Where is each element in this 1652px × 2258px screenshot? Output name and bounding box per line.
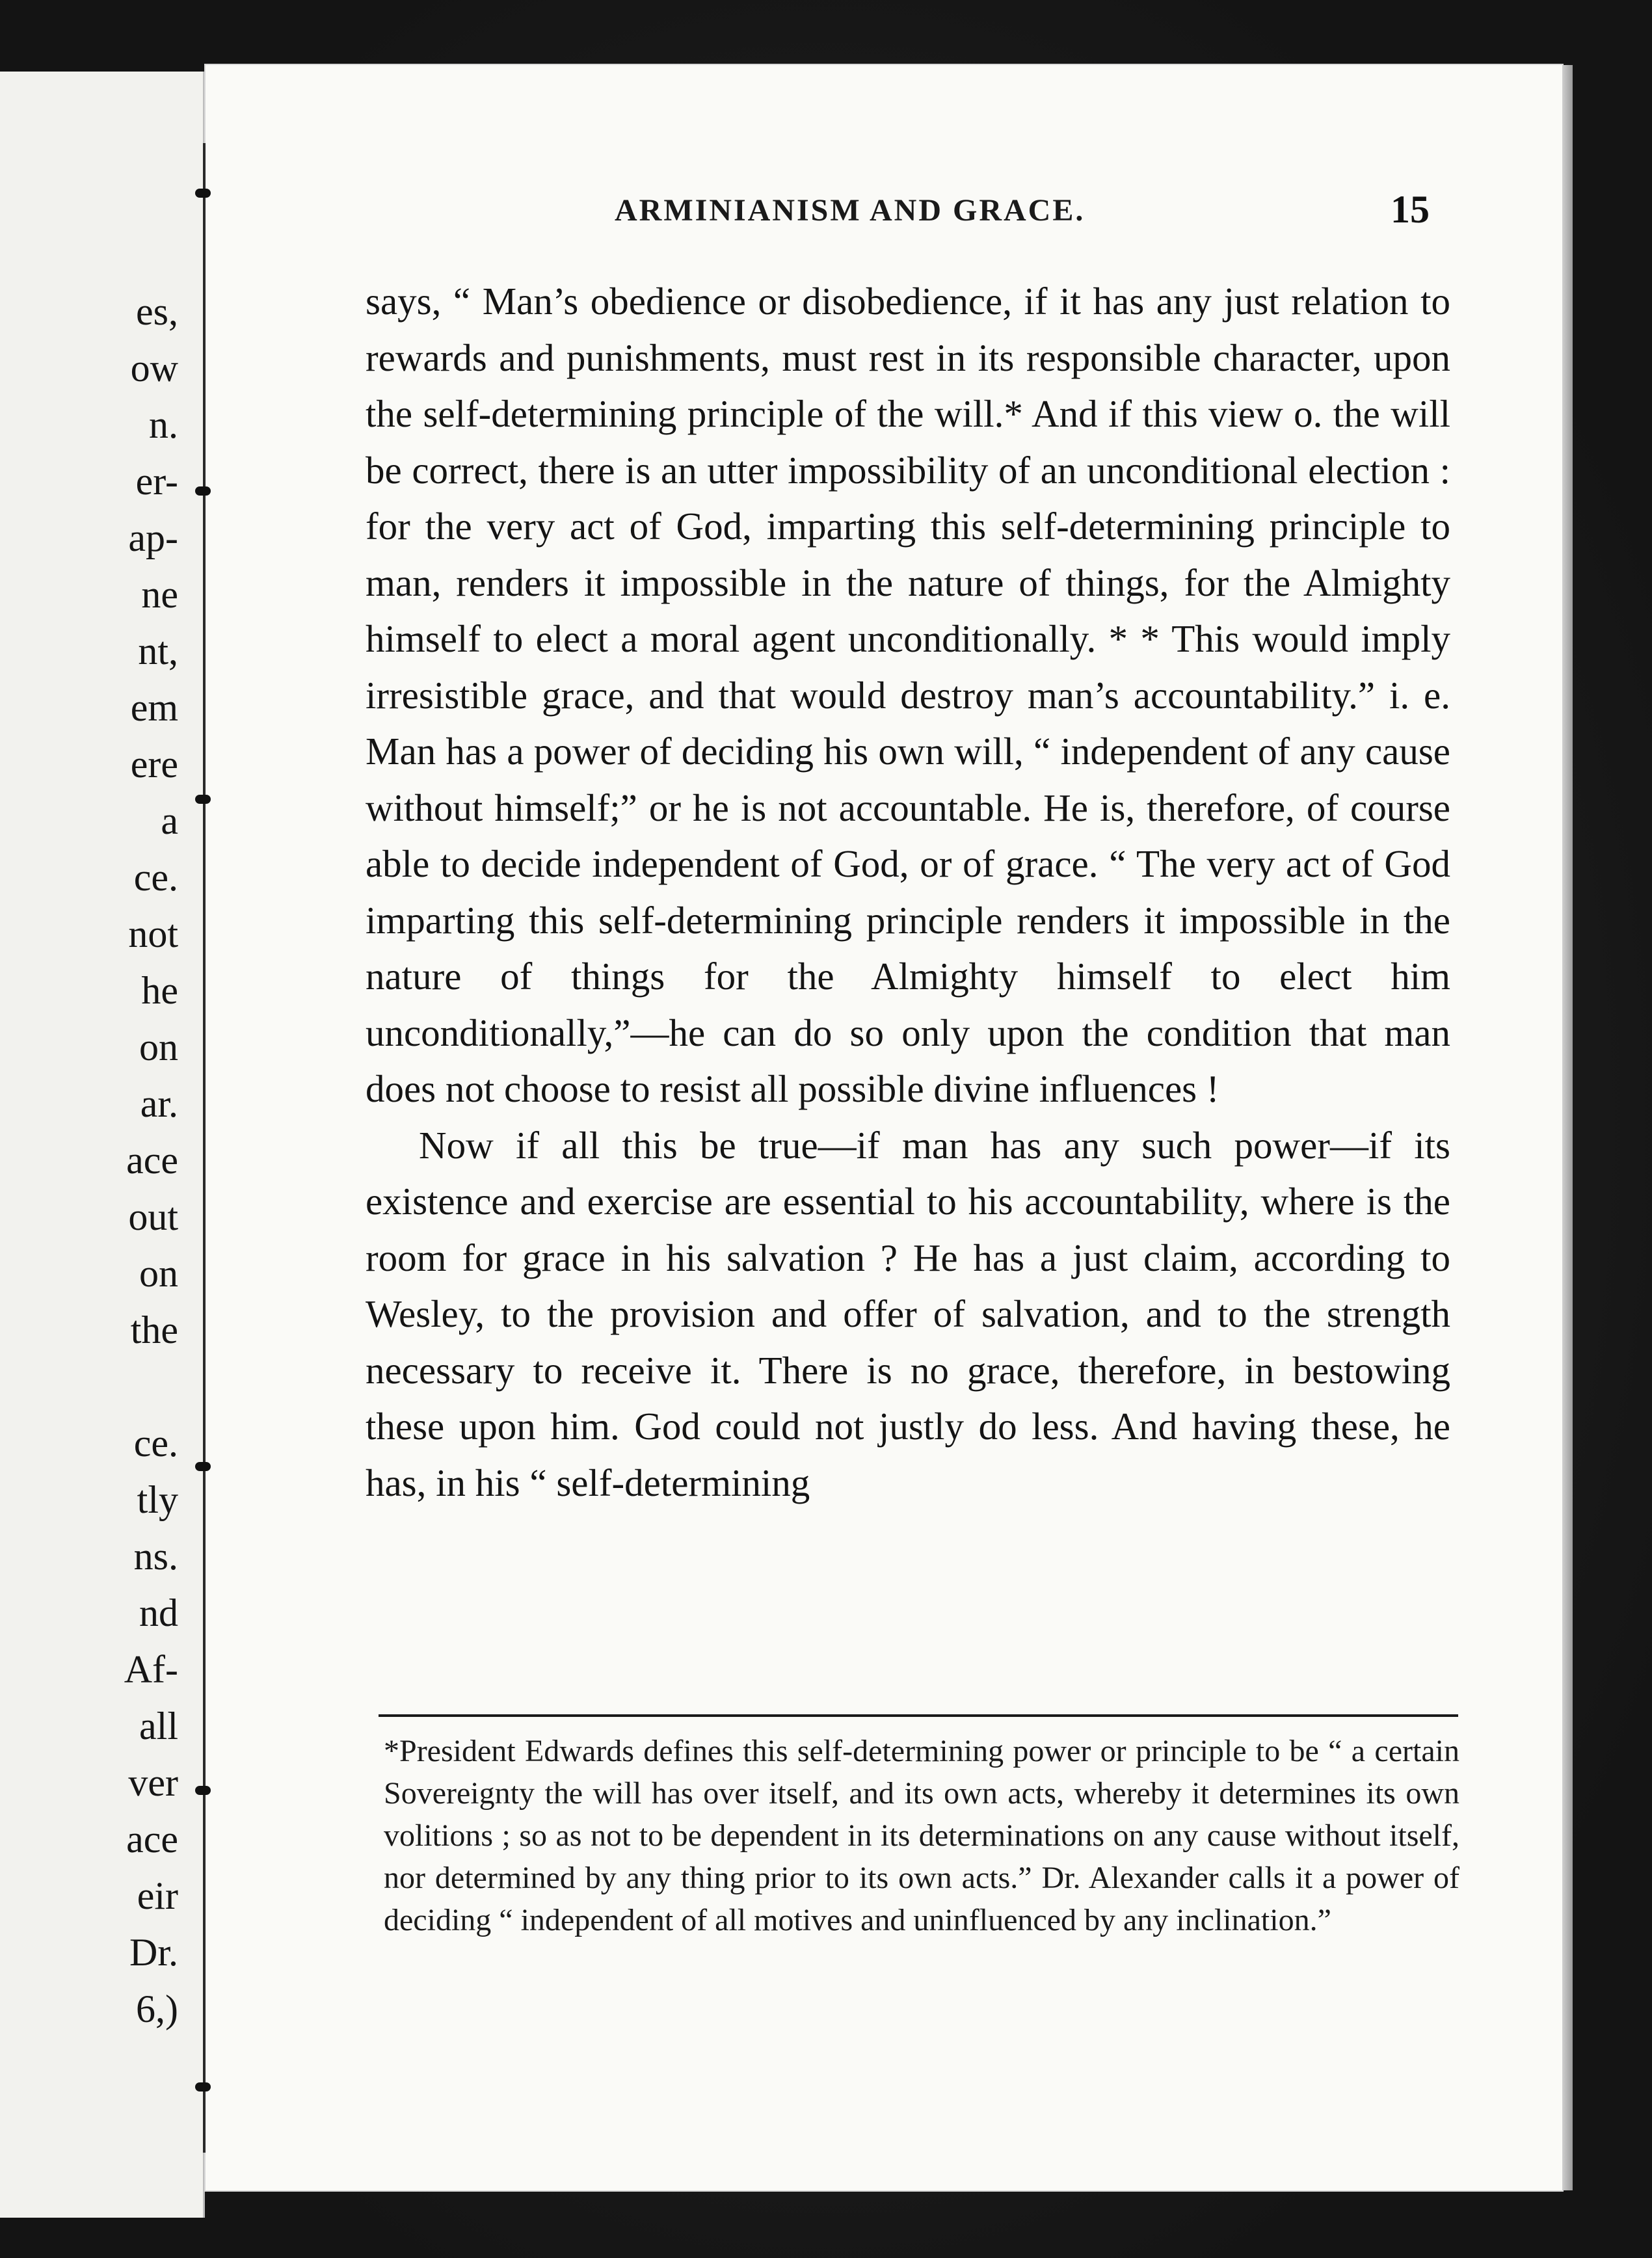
left-fragment: tly [137,1478,178,1521]
left-fragment: on [139,1026,178,1069]
footnote-rule [379,1714,1458,1717]
left-fragment: ap- [128,516,178,559]
left-fragment: the [130,1308,178,1351]
left-fragment: ace [126,1818,178,1861]
left-fragment: er- [135,460,178,503]
left-fragment: a [161,799,178,842]
left-fragment: ow [130,347,178,390]
left-fragment: on [139,1252,178,1295]
left-fragment: eir [137,1874,178,1917]
left-fragment: Dr. [129,1931,178,1974]
left-fragment: nt, [138,630,178,672]
left-fragment: es, [136,290,178,333]
left-fragment: Af- [124,1648,178,1691]
left-fragment: ns. [133,1535,178,1578]
paragraph: Now if all this be true—if man has any such power—if its existence and exercise are essential to his accountability, where is the room for grace in his salvation ? He has a just claim, according to Wesley, to the provision and offer of salvation, and to the strength necessary to receive it. There is no grace, therefore, in bestowing these upon him. God could not justly do less. And having these, he has, in his “ self-determining [366,1123,1450,1504]
binding-stitch [195,795,211,804]
running-head: ARMINIANISM AND GRACE. [615,193,1086,228]
left-fragment: ce. [133,856,178,899]
body-text [366,273,1450,1511]
paragraph: says, “ Man’s obedience or disobedience, if it has any just relation to rewards and punishments, must rest in its responsible character, upon the self-determining principle of the will.* And if this view o. the will be correct, there is an utter impossibility of an unconditional election : for the very act of God, imparting this self-determining principle to man, renders it impossible in the nature of things, for the Almighty himself to elect a moral agent unconditionally. * * This would imply irresistible grace, and that would destroy man’s accountability.” i. e. Man has a power of deciding his own will, “ independent of any cause without himself;” or he is not accountable. He is, therefore, of course able to decide independent of God, or of grace. “ The very act of God imparting this self-determining principle renders it impossible in the nature of things for the Almighty himself to elect him unconditionally,”—he can do so only upon the condition that man does not choose to resist all possible divine influences ! [366,280,1450,1110]
binding-stitch [195,1786,211,1795]
left-fragment: ere [130,743,178,786]
left-fragment: not [128,912,178,955]
left-fragment: 6,) [136,1987,178,2030]
left-fragment: all [139,1705,178,1747]
footnote [384,1730,1459,1941]
binding-stitch [195,1462,211,1471]
left-page-edge [0,72,205,2218]
page-number: 15 [1391,188,1430,231]
left-fragment: ce. [133,1422,178,1465]
left-fragment: nd [139,1591,178,1634]
footnote-text: *President Edwards defines this self-determining power or principle to be “ a certain Sovereignty the will has over itself, and its own acts, whereby it determines its own volitions ; so as not to be dependent in its determinations on any cause without itself, nor determined by any thing prior to its own acts.” Dr. Alexander calls it a power of deciding “ independent of all motives and uninfluenced by any inclination.” [384,1734,1459,1937]
left-fragment: out [128,1195,178,1238]
binding-gutter [203,143,206,2153]
left-fragment: he [141,969,178,1012]
left-fragment: n. [149,403,178,446]
binding-stitch [195,486,211,496]
page-edge [1562,65,1573,2190]
binding-stitch [195,2082,211,2092]
left-fragment: em [130,686,178,729]
left-fragment: ace [126,1139,178,1182]
left-fragment: ver [128,1761,178,1804]
left-fragment: ne [141,573,178,616]
binding-stitch [195,189,211,198]
left-fragment: ar. [140,1082,178,1125]
